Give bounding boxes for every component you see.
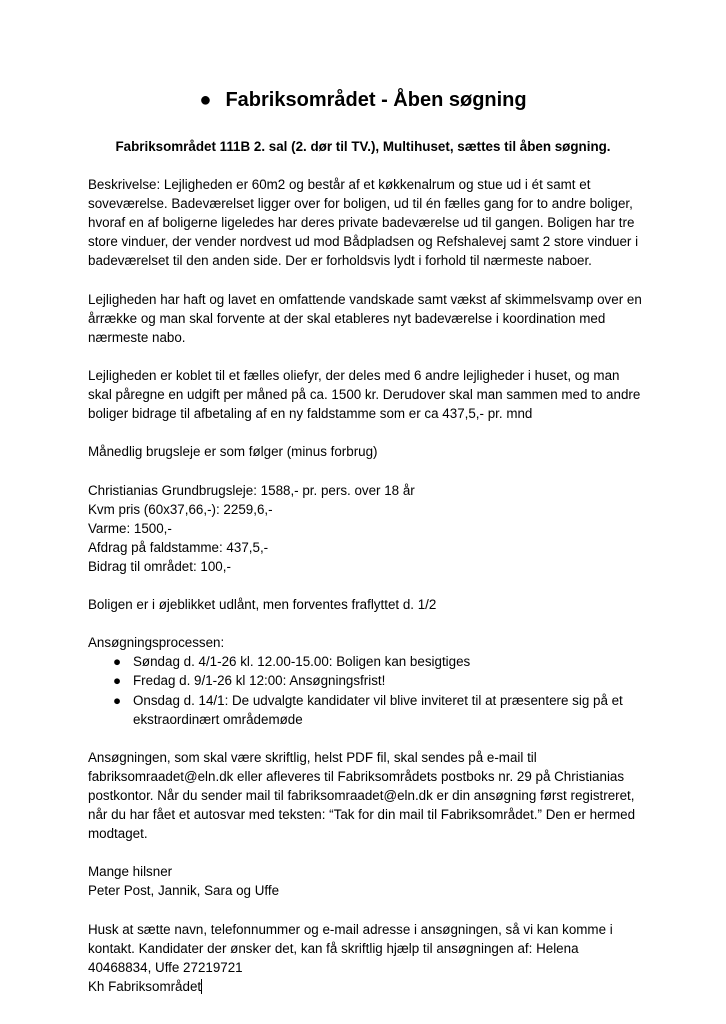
rent-line: Kvm pris (60x37,66,-): 2259,6,- bbox=[88, 501, 273, 517]
document-body[interactable] bbox=[88, 175, 644, 996]
availability-paragraph: Boligen er i øjeblikket udlånt, men forventes fraflyttet d. 1/2 bbox=[88, 597, 437, 613]
process-list-item bbox=[88, 691, 644, 729]
rent-line: Varme: 1500,- bbox=[88, 520, 172, 536]
title-bullet-icon: ● bbox=[199, 89, 212, 111]
process-list-item bbox=[88, 652, 644, 671]
blank-line bbox=[88, 347, 644, 366]
process-list-item bbox=[88, 671, 644, 690]
rent-intro: Månedlig brugsleje er som følger (minus forbrug) bbox=[88, 444, 378, 460]
process-item-text: Onsdag d. 14/1: De udvalgte kandidater vil blive inviteret til at præsentere sig på et ekstraordinært områdemøde bbox=[133, 692, 623, 727]
bullet-icon: ● bbox=[113, 654, 122, 670]
blank-line bbox=[88, 843, 644, 862]
signatories: Peter Post, Jannik, Sara og Uffe bbox=[88, 883, 280, 899]
heating-paragraph: Lejligheden er koblet til et fælles oliefyr, der deles med 6 andre lejligheder i huset, og man skal påregne en udgift per måned på ca. 1500 kr. Derudover skal man sammen med to andre boliger bidrage til afbetaling af en ny faldstamme som er ca 437,5,- pr. mnd bbox=[88, 367, 641, 422]
rent-line: Bidrag til området: 100,- bbox=[88, 558, 231, 574]
blank-line bbox=[88, 576, 644, 595]
bullet-icon: ● bbox=[113, 692, 122, 708]
reminder-paragraph: Husk at sætte navn, telefonnummer og e-mail adresse i ansøgningen, så vi kan komme i kontakt. Kandidater der ønsker det, kan få skriftlig hjælp til ansøgningen af: Helena 40468834, Uffe 27219721 bbox=[88, 921, 613, 975]
blank-line bbox=[88, 901, 644, 920]
text-cursor bbox=[201, 979, 202, 994]
document-title bbox=[0, 86, 726, 114]
application-paragraph: Ansøgningen, som skal være skriftlig, helst PDF fil, skal sendes på e-mail til fabriksomraadet@eln.dk eller afleveres til Fabriksområdets postboks nr. 29 på Christianias postkontor. Når du sender mail til fabriksomraadet@eln.dk er din ansøgning først registreret, når du har fået et autosvar med teksten: “Tak for din mail til Fabriksområdet.” Den er hermed modtaget. bbox=[88, 749, 636, 842]
greeting: Mange hilsner bbox=[88, 864, 173, 880]
bullet-icon: ● bbox=[113, 673, 122, 689]
blank-line bbox=[88, 423, 644, 442]
blank-line bbox=[88, 461, 644, 480]
rent-line: Christianias Grundbrugsleje: 1588,- pr. pers. over 18 år bbox=[88, 482, 415, 498]
rent-line: Afdrag på faldstamme: 437,5,- bbox=[88, 539, 269, 555]
document-title-text: Fabriksområdet - Åben søgning bbox=[225, 89, 527, 111]
process-heading: Ansøgningsprocessen: bbox=[88, 635, 225, 651]
process-list bbox=[88, 652, 644, 728]
blank-line bbox=[88, 614, 644, 633]
closing-text: Kh Fabriksområdet bbox=[88, 978, 202, 994]
document-subtitle: Fabriksområdet 111B 2. sal (2. dør til TV.), Multihuset, sættes til åben søgning. bbox=[115, 139, 611, 154]
process-item-text: Søndag d. 4/1-26 kl. 12.00-15.00: Boligen kan besigtiges bbox=[133, 654, 471, 670]
rent-breakdown bbox=[88, 481, 644, 576]
description-paragraph: Beskrivelse: Lejligheden er 60m2 og består af et køkkenalrum og stue ud i ét samt et soveværelse. Badeværelset ligger over for boligen, ud til én fælles gang for to andre boliger, hvoraf en af boligerne ligeledes har deres private badeværelse ud til gangen. Boligen har tre store vinduer, der vender nordvest ud mod Bådpladsen og Refshalevej samt 2 store vinduer i badeværelset til den anden side. Der er forholdsvis lydt i forhold til nærmeste naboer. bbox=[88, 177, 639, 269]
blank-line bbox=[88, 270, 644, 289]
closing-line[interactable] bbox=[88, 977, 644, 996]
damage-paragraph: Lejligheden har haft og lavet en omfattende vandskade samt vækst af skimmelsvamp over en årrække og man skal forvente at der skal etableres nyt badeværelse i koordination med nærmeste nabo. bbox=[88, 291, 642, 345]
process-item-text: Fredag d. 9/1-26 kl 12:00: Ansøgningsfrist! bbox=[133, 673, 386, 689]
blank-line bbox=[88, 729, 644, 748]
